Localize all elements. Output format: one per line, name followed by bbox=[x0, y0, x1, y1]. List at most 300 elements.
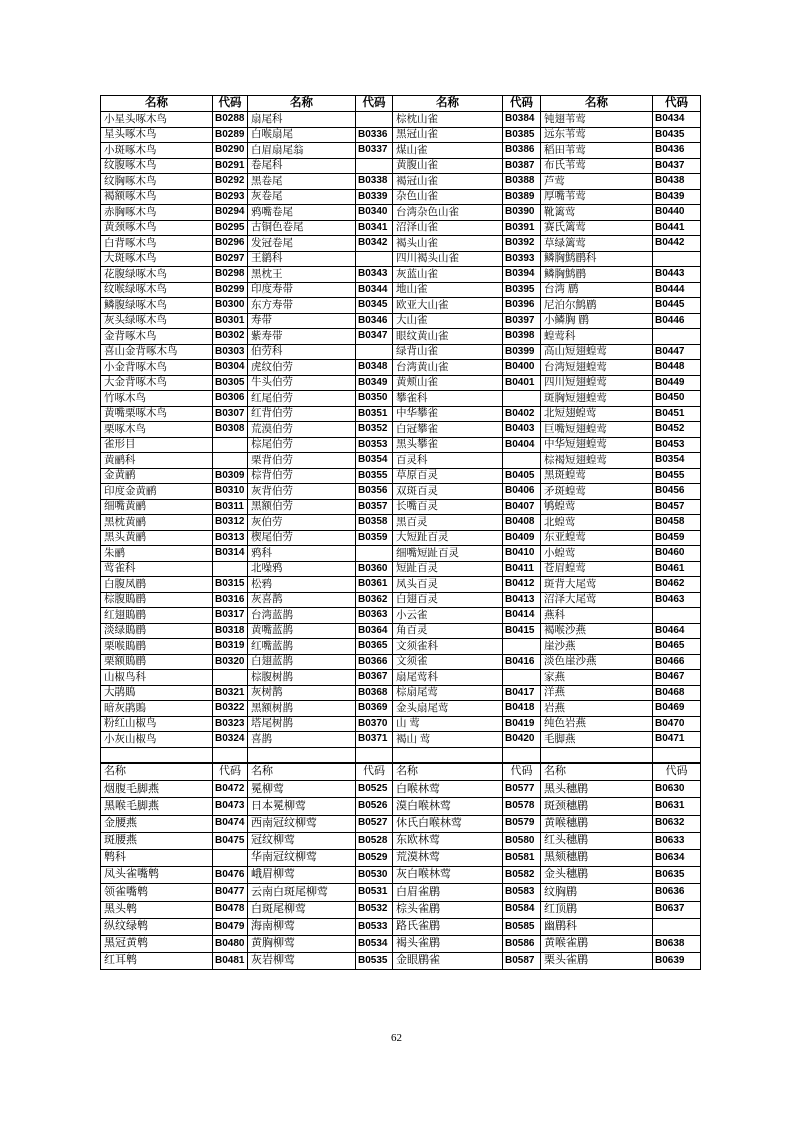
bird-code-cell bbox=[356, 344, 393, 360]
bird-code-cell: B0470 bbox=[653, 716, 701, 732]
bird-code-cell: B0297 bbox=[213, 251, 248, 267]
bird-name-cell: 红背伯劳 bbox=[248, 406, 356, 422]
bird-name-cell: 鳞胸鹪鹛科 bbox=[541, 251, 653, 267]
bird-code-cell: B0364 bbox=[356, 623, 393, 639]
bird-code-cell: B0317 bbox=[213, 608, 248, 624]
bird-name-cell: 灰头绿啄木鸟 bbox=[101, 313, 213, 329]
bird-name-cell: 黑喉毛脚燕 bbox=[101, 798, 213, 815]
bird-name-cell: 小灰山椒鸟 bbox=[101, 732, 213, 748]
bird-code-cell: B0458 bbox=[653, 515, 701, 531]
table-row bbox=[101, 406, 701, 422]
bird-code-cell: B0529 bbox=[356, 849, 393, 866]
bird-name-cell: 松鸦 bbox=[248, 577, 356, 593]
bird-name-cell: 王鹟科 bbox=[248, 251, 356, 267]
code-column-header: 代码 bbox=[503, 96, 541, 112]
bird-code-cell: B0443 bbox=[653, 267, 701, 283]
table-row bbox=[101, 298, 701, 314]
bird-code-cell: B0533 bbox=[356, 918, 393, 935]
bird-code-cell: B0461 bbox=[653, 561, 701, 577]
bird-name-cell: 棕扇尾莺 bbox=[393, 685, 503, 701]
bird-code-cell bbox=[213, 561, 248, 577]
bird-code-cell: B0316 bbox=[213, 592, 248, 608]
bird-name-cell: 毛脚燕 bbox=[541, 732, 653, 748]
bird-code-cell: B0403 bbox=[503, 422, 541, 438]
bird-name-cell: 靴篱莺 bbox=[541, 205, 653, 221]
bird-code-cell: B0578 bbox=[503, 798, 541, 815]
bird-code-cell: B0319 bbox=[213, 639, 248, 655]
bird-name-cell: 攀雀科 bbox=[393, 391, 503, 407]
table-row bbox=[101, 344, 701, 360]
bird-code-cell: B0468 bbox=[653, 685, 701, 701]
bird-code-cell: B0636 bbox=[653, 884, 701, 901]
bird-name-cell: 雀形目 bbox=[101, 437, 213, 453]
bird-name-cell: 纹胸啄木鸟 bbox=[101, 174, 213, 190]
table-row bbox=[101, 174, 701, 190]
bird-code-cell: B0366 bbox=[356, 654, 393, 670]
name-column-header: 名称 bbox=[541, 764, 653, 781]
bird-code-cell: B0408 bbox=[503, 515, 541, 531]
table-row bbox=[101, 313, 701, 329]
bird-code-cell: B0577 bbox=[503, 781, 541, 798]
bird-name-cell: 台湾蓝鹊 bbox=[248, 608, 356, 624]
table-row bbox=[101, 375, 701, 391]
bird-name-cell: 北噪鸦 bbox=[248, 561, 356, 577]
bird-code-cell: B0305 bbox=[213, 375, 248, 391]
bird-code-table-2 bbox=[100, 763, 701, 970]
bird-code-cell: B0392 bbox=[503, 236, 541, 252]
bird-name-cell: 芦莺 bbox=[541, 174, 653, 190]
bird-name-cell: 大金背啄木鸟 bbox=[101, 375, 213, 391]
bird-name-cell: 斑颈穗鹛 bbox=[541, 798, 653, 815]
bird-code-cell: B0450 bbox=[653, 391, 701, 407]
bird-name-cell: 红头穗鹛 bbox=[541, 832, 653, 849]
bird-name-cell: 草绿篱莺 bbox=[541, 236, 653, 252]
bird-code-cell bbox=[503, 391, 541, 407]
bird-code-cell: B0525 bbox=[356, 781, 393, 798]
bird-name-cell: 中华短翅蝗莺 bbox=[541, 437, 653, 453]
bird-code-cell: B0472 bbox=[213, 781, 248, 798]
bird-name-cell: 冠纹柳莺 bbox=[248, 832, 356, 849]
bird-name-cell: 荒漠林莺 bbox=[393, 849, 503, 866]
table-row bbox=[101, 685, 701, 701]
bird-code-cell: B0633 bbox=[653, 832, 701, 849]
bird-name-cell: 鳞腹绿啄木鸟 bbox=[101, 298, 213, 314]
bird-name-cell: 眼纹黄山雀 bbox=[393, 329, 503, 345]
bird-name-cell: 黑斑蝗莺 bbox=[541, 468, 653, 484]
bird-name-cell: 山 莺 bbox=[393, 716, 503, 732]
bird-name-cell: 卷尾科 bbox=[248, 158, 356, 174]
bird-name-cell: 台湾短翅蝗莺 bbox=[541, 360, 653, 376]
bird-code-cell: B0387 bbox=[503, 158, 541, 174]
bird-name-cell: 扇尾莺科 bbox=[393, 670, 503, 686]
table-row bbox=[101, 205, 701, 221]
bird-name-cell: 杂色山雀 bbox=[393, 189, 503, 205]
bird-code-cell: B0476 bbox=[213, 867, 248, 884]
bird-name-cell: 鹎科 bbox=[101, 849, 213, 866]
bird-name-cell: 朱鹂 bbox=[101, 546, 213, 562]
bird-code-cell: B0322 bbox=[213, 701, 248, 717]
bird-name-cell: 家燕 bbox=[541, 670, 653, 686]
bird-name-cell: 白翅百灵 bbox=[393, 592, 503, 608]
bird-name-cell: 洋燕 bbox=[541, 685, 653, 701]
bird-code-cell: B0419 bbox=[503, 716, 541, 732]
bird-code-cell: B0437 bbox=[653, 158, 701, 174]
bird-name-cell: 褐喉沙燕 bbox=[541, 623, 653, 639]
table-row bbox=[101, 468, 701, 484]
bird-name-cell: 黄喉雀鹛 bbox=[541, 935, 653, 952]
bird-code-cell: B0293 bbox=[213, 189, 248, 205]
bird-code-cell bbox=[653, 251, 701, 267]
bird-name-cell: 黄腹山雀 bbox=[393, 158, 503, 174]
bird-name-cell: 细嘴短趾百灵 bbox=[393, 546, 503, 562]
bird-code-cell bbox=[653, 918, 701, 935]
table-row bbox=[101, 437, 701, 453]
bird-name-cell: 白喉林莺 bbox=[393, 781, 503, 798]
bird-code-cell: B0465 bbox=[653, 639, 701, 655]
bird-name-cell: 塔尾树鹊 bbox=[248, 716, 356, 732]
bird-name-cell: 虎纹伯劳 bbox=[248, 360, 356, 376]
code-column-header: 代码 bbox=[213, 764, 248, 781]
bird-code-cell: B0341 bbox=[356, 220, 393, 236]
bird-code-cell: B0580 bbox=[503, 832, 541, 849]
table-row bbox=[101, 267, 701, 283]
bird-name-cell: 崖沙燕 bbox=[541, 639, 653, 655]
name-column-header: 名称 bbox=[101, 764, 213, 781]
table-row bbox=[101, 654, 701, 670]
bird-name-cell: 大斑啄木鸟 bbox=[101, 251, 213, 267]
table-row bbox=[101, 849, 701, 866]
bird-code-cell: B0369 bbox=[356, 701, 393, 717]
bird-name-cell: 幽鹛科 bbox=[541, 918, 653, 935]
table-row bbox=[101, 592, 701, 608]
bird-name-cell: 伯劳科 bbox=[248, 344, 356, 360]
bird-code-cell bbox=[653, 608, 701, 624]
bird-code-cell bbox=[653, 329, 701, 345]
bird-name-cell: 发冠卷尾 bbox=[248, 236, 356, 252]
bird-code-cell: B0409 bbox=[503, 530, 541, 546]
bird-name-cell: 金眼鹛雀 bbox=[393, 953, 503, 970]
bird-code-cell: B0308 bbox=[213, 422, 248, 438]
bird-code-cell: B0411 bbox=[503, 561, 541, 577]
bird-name-cell: 赤胸啄木鸟 bbox=[101, 205, 213, 221]
table-row bbox=[101, 391, 701, 407]
bird-code-cell: B0444 bbox=[653, 282, 701, 298]
bird-name-cell: 东方寿带 bbox=[248, 298, 356, 314]
bird-name-cell: 黄嘴栗啄木鸟 bbox=[101, 406, 213, 422]
bird-code-cell: B0362 bbox=[356, 592, 393, 608]
bird-name-cell: 暗灰鹃鵙 bbox=[101, 701, 213, 717]
table-row bbox=[101, 220, 701, 236]
bird-code-cell: B0532 bbox=[356, 901, 393, 918]
bird-code-cell: B0321 bbox=[213, 685, 248, 701]
code-column-header: 代码 bbox=[213, 96, 248, 112]
bird-code-cell: B0442 bbox=[653, 236, 701, 252]
bird-code-cell: B0469 bbox=[653, 701, 701, 717]
bird-code-cell: B0304 bbox=[213, 360, 248, 376]
bird-code-cell: B0638 bbox=[653, 935, 701, 952]
bird-code-cell: B0313 bbox=[213, 530, 248, 546]
bird-name-cell: 路氏雀鹛 bbox=[393, 918, 503, 935]
bird-code-cell: B0457 bbox=[653, 499, 701, 515]
bird-code-cell bbox=[356, 158, 393, 174]
bird-code-cell: B0323 bbox=[213, 716, 248, 732]
bird-name-cell: 淡绿鵙鹛 bbox=[101, 623, 213, 639]
bird-code-cell: B0395 bbox=[503, 282, 541, 298]
bird-code-cell: B0339 bbox=[356, 189, 393, 205]
bird-name-cell: 双斑百灵 bbox=[393, 484, 503, 500]
bird-name-cell: 金黄鹂 bbox=[101, 468, 213, 484]
bird-name-cell: 棕背伯劳 bbox=[248, 468, 356, 484]
bird-name-cell: 鳞胸鹪鹛 bbox=[541, 267, 653, 283]
bird-name-cell: 尼泊尔鹪鹛 bbox=[541, 298, 653, 314]
bird-code-cell: B0296 bbox=[213, 236, 248, 252]
bird-code-cell bbox=[356, 251, 393, 267]
bird-name-cell: 蝗莺科 bbox=[541, 329, 653, 345]
bird-code-cell: B0467 bbox=[653, 670, 701, 686]
bird-code-cell: B0414 bbox=[503, 608, 541, 624]
bird-name-cell: 北短翅蝗莺 bbox=[541, 406, 653, 422]
bird-name-cell: 文须雀 bbox=[393, 654, 503, 670]
bird-name-cell: 印度寿带 bbox=[248, 282, 356, 298]
bird-name-cell: 山椒鸟科 bbox=[101, 670, 213, 686]
bird-code-cell: B0385 bbox=[503, 127, 541, 143]
bird-name-cell: 红嘴蓝鹊 bbox=[248, 639, 356, 655]
bird-name-cell: 休氏白喉林莺 bbox=[393, 815, 503, 832]
bird-code-cell: B0299 bbox=[213, 282, 248, 298]
bird-name-cell: 白背啄木鸟 bbox=[101, 236, 213, 252]
bird-code-cell: B0358 bbox=[356, 515, 393, 531]
bird-code-cell: B0527 bbox=[356, 815, 393, 832]
bird-code-cell: B0455 bbox=[653, 468, 701, 484]
bird-code-cell bbox=[213, 453, 248, 469]
bird-name-cell: 褐头雀鹛 bbox=[393, 935, 503, 952]
bird-name-cell: 棕褐短翅蝗莺 bbox=[541, 453, 653, 469]
bird-code-cell: B0354 bbox=[356, 453, 393, 469]
bird-name-cell: 楔尾伯劳 bbox=[248, 530, 356, 546]
bird-name-cell: 灰树鹊 bbox=[248, 685, 356, 701]
bird-name-cell bbox=[248, 747, 356, 763]
bird-code-cell: B0463 bbox=[653, 592, 701, 608]
bird-name-cell: 布氏苇莺 bbox=[541, 158, 653, 174]
bird-name-cell: 白斑尾柳莺 bbox=[248, 901, 356, 918]
bird-code-cell: B0300 bbox=[213, 298, 248, 314]
bird-code-cell: B0635 bbox=[653, 867, 701, 884]
bird-name-cell: 鸦嘴卷尾 bbox=[248, 205, 356, 221]
bird-name-cell: 黄喉穗鹛 bbox=[541, 815, 653, 832]
bird-name-cell: 领雀嘴鹎 bbox=[101, 884, 213, 901]
bird-code-cell: B0639 bbox=[653, 953, 701, 970]
bird-name-cell: 巨嘴短翅蝗莺 bbox=[541, 422, 653, 438]
bird-code-cell: B0357 bbox=[356, 499, 393, 515]
bird-name-cell: 角百灵 bbox=[393, 623, 503, 639]
bird-name-cell: 黑额伯劳 bbox=[248, 499, 356, 515]
table-row bbox=[101, 701, 701, 717]
bird-code-cell: B0466 bbox=[653, 654, 701, 670]
bird-code-cell: B0355 bbox=[356, 468, 393, 484]
table-row bbox=[101, 561, 701, 577]
bird-code-cell: B0637 bbox=[653, 901, 701, 918]
bird-code-cell: B0581 bbox=[503, 849, 541, 866]
bird-name-cell: 东亚蝗莺 bbox=[541, 530, 653, 546]
bird-name-cell: 沼泽山雀 bbox=[393, 220, 503, 236]
bird-code-cell: B0346 bbox=[356, 313, 393, 329]
bird-code-cell: B0474 bbox=[213, 815, 248, 832]
bird-code-cell: B0464 bbox=[653, 623, 701, 639]
bird-name-cell: 四川褐头山雀 bbox=[393, 251, 503, 267]
bird-code-cell: B0406 bbox=[503, 484, 541, 500]
bird-name-cell: 小斑啄木鸟 bbox=[101, 143, 213, 159]
bird-name-cell: 白喉扇尾 bbox=[248, 127, 356, 143]
bird-name-cell: 灰卷尾 bbox=[248, 189, 356, 205]
bird-name-cell: 黑卷尾 bbox=[248, 174, 356, 190]
code-column-header: 代码 bbox=[356, 96, 393, 112]
bird-code-cell: B0456 bbox=[653, 484, 701, 500]
bird-name-cell: 栗喉鵙鹛 bbox=[101, 639, 213, 655]
table-row bbox=[101, 781, 701, 798]
bird-code-cell: B0350 bbox=[356, 391, 393, 407]
bird-code-cell: B0404 bbox=[503, 437, 541, 453]
bird-code-cell: B0449 bbox=[653, 375, 701, 391]
bird-code-cell: B0354 bbox=[653, 453, 701, 469]
bird-name-cell: 栗头雀鹛 bbox=[541, 953, 653, 970]
bird-name-cell: 竹啄木鸟 bbox=[101, 391, 213, 407]
table-row bbox=[101, 189, 701, 205]
bird-code-cell: B0528 bbox=[356, 832, 393, 849]
bird-name-cell: 华南冠纹柳莺 bbox=[248, 849, 356, 866]
bird-name-cell: 黑冠山雀 bbox=[393, 127, 503, 143]
bird-name-cell: 黑额树鹊 bbox=[248, 701, 356, 717]
bird-name-cell: 白眉雀鹛 bbox=[393, 884, 503, 901]
name-column-header: 名称 bbox=[101, 96, 213, 112]
bird-name-cell: 地山雀 bbox=[393, 282, 503, 298]
bird-name-cell: 金头扇尾莺 bbox=[393, 701, 503, 717]
bird-code-cell: B0436 bbox=[653, 143, 701, 159]
bird-name-cell: 细嘴黄鹂 bbox=[101, 499, 213, 515]
bird-code-cell bbox=[503, 670, 541, 686]
bird-name-cell: 黄胸柳莺 bbox=[248, 935, 356, 952]
bird-code-cell: B0439 bbox=[653, 189, 701, 205]
bird-name-cell: 小鳞胸 鹛 bbox=[541, 313, 653, 329]
bird-name-cell: 小星头啄木鸟 bbox=[101, 112, 213, 128]
code-column-header: 代码 bbox=[356, 764, 393, 781]
bird-code-cell: B0460 bbox=[653, 546, 701, 562]
bird-code-cell: B0292 bbox=[213, 174, 248, 190]
bird-name-cell: 日本冕柳莺 bbox=[248, 798, 356, 815]
bird-name-cell: 金背啄木鸟 bbox=[101, 329, 213, 345]
bird-name-cell: 白腹凤鹛 bbox=[101, 577, 213, 593]
bird-name-cell: 灰蓝山雀 bbox=[393, 267, 503, 283]
bird-code-cell: B0413 bbox=[503, 592, 541, 608]
bird-name-cell: 鸲蝗莺 bbox=[541, 499, 653, 515]
bird-name-cell: 凤头百灵 bbox=[393, 577, 503, 593]
table-row bbox=[101, 282, 701, 298]
bird-name-cell: 台湾 鹛 bbox=[541, 282, 653, 298]
table-row bbox=[101, 251, 701, 267]
bird-code-cell: B0418 bbox=[503, 701, 541, 717]
table-row bbox=[101, 422, 701, 438]
bird-name-cell: 棕头雀鹛 bbox=[393, 901, 503, 918]
bird-code-cell: B0307 bbox=[213, 406, 248, 422]
bird-name-cell: 灰岩柳莺 bbox=[248, 953, 356, 970]
bird-code-cell bbox=[503, 747, 541, 763]
bird-code-cell: B0402 bbox=[503, 406, 541, 422]
bird-code-cell: B0370 bbox=[356, 716, 393, 732]
bird-code-cell: B0471 bbox=[653, 732, 701, 748]
bird-name-cell: 大鹃鵙 bbox=[101, 685, 213, 701]
bird-code-cell: B0363 bbox=[356, 608, 393, 624]
bird-name-cell: 褐山 莺 bbox=[393, 732, 503, 748]
bird-name-cell: 峨眉柳莺 bbox=[248, 867, 356, 884]
bird-code-cell: B0477 bbox=[213, 884, 248, 901]
bird-code-cell: B0311 bbox=[213, 499, 248, 515]
bird-code-cell: B0391 bbox=[503, 220, 541, 236]
bird-code-cell bbox=[356, 747, 393, 763]
bird-name-cell: 斑背大尾莺 bbox=[541, 577, 653, 593]
bird-name-cell: 黑颏穗鹛 bbox=[541, 849, 653, 866]
bird-code-cell: B0365 bbox=[356, 639, 393, 655]
bird-code-cell: B0481 bbox=[213, 953, 248, 970]
bird-code-cell: B0336 bbox=[356, 127, 393, 143]
bird-name-cell: 燕科 bbox=[541, 608, 653, 624]
bird-name-cell: 黄嘴蓝鹊 bbox=[248, 623, 356, 639]
bird-name-cell: 远东苇莺 bbox=[541, 127, 653, 143]
bird-name-cell: 文须雀科 bbox=[393, 639, 503, 655]
bird-code-cell: B0435 bbox=[653, 127, 701, 143]
bird-code-cell: B0302 bbox=[213, 329, 248, 345]
bird-name-cell: 花腹绿啄木鸟 bbox=[101, 267, 213, 283]
bird-code-cell: B0585 bbox=[503, 918, 541, 935]
table-row bbox=[101, 360, 701, 376]
bird-code-cell: B0440 bbox=[653, 205, 701, 221]
bird-code-cell bbox=[356, 546, 393, 562]
bird-name-cell bbox=[101, 747, 213, 763]
bird-name-cell: 煤山雀 bbox=[393, 143, 503, 159]
bird-name-cell: 古铜色卷尾 bbox=[248, 220, 356, 236]
bird-code-table-1 bbox=[100, 95, 701, 763]
bird-name-cell: 高山短翅蝗莺 bbox=[541, 344, 653, 360]
bird-code-cell: B0451 bbox=[653, 406, 701, 422]
table-row bbox=[101, 716, 701, 732]
bird-code-cell: B0448 bbox=[653, 360, 701, 376]
bird-code-cell: B0438 bbox=[653, 174, 701, 190]
bird-code-cell: B0583 bbox=[503, 884, 541, 901]
bird-code-cell: B0630 bbox=[653, 781, 701, 798]
bird-name-cell: 凤头雀嘴鹎 bbox=[101, 867, 213, 884]
bird-code-cell: B0309 bbox=[213, 468, 248, 484]
bird-name-cell: 沼泽大尾莺 bbox=[541, 592, 653, 608]
bird-name-cell: 台湾黄山雀 bbox=[393, 360, 503, 376]
bird-name-cell: 小金背啄木鸟 bbox=[101, 360, 213, 376]
bird-code-cell: B0434 bbox=[653, 112, 701, 128]
bird-code-cell: B0462 bbox=[653, 577, 701, 593]
bird-name-cell: 云南白斑尾柳莺 bbox=[248, 884, 356, 901]
bird-code-cell: B0368 bbox=[356, 685, 393, 701]
table-row bbox=[101, 329, 701, 345]
bird-code-cell: B0295 bbox=[213, 220, 248, 236]
bird-code-cell: B0361 bbox=[356, 577, 393, 593]
bird-name-cell: 黑枕黄鹂 bbox=[101, 515, 213, 531]
bird-name-cell: 金头穗鹛 bbox=[541, 867, 653, 884]
bird-name-cell: 寿带 bbox=[248, 313, 356, 329]
table-row bbox=[101, 577, 701, 593]
bird-code-cell: B0579 bbox=[503, 815, 541, 832]
bird-code-cell bbox=[503, 453, 541, 469]
bird-code-cell: B0393 bbox=[503, 251, 541, 267]
bird-code-cell: B0530 bbox=[356, 867, 393, 884]
bird-code-cell: B0384 bbox=[503, 112, 541, 128]
table-row bbox=[101, 499, 701, 515]
bird-name-cell: 短趾百灵 bbox=[393, 561, 503, 577]
